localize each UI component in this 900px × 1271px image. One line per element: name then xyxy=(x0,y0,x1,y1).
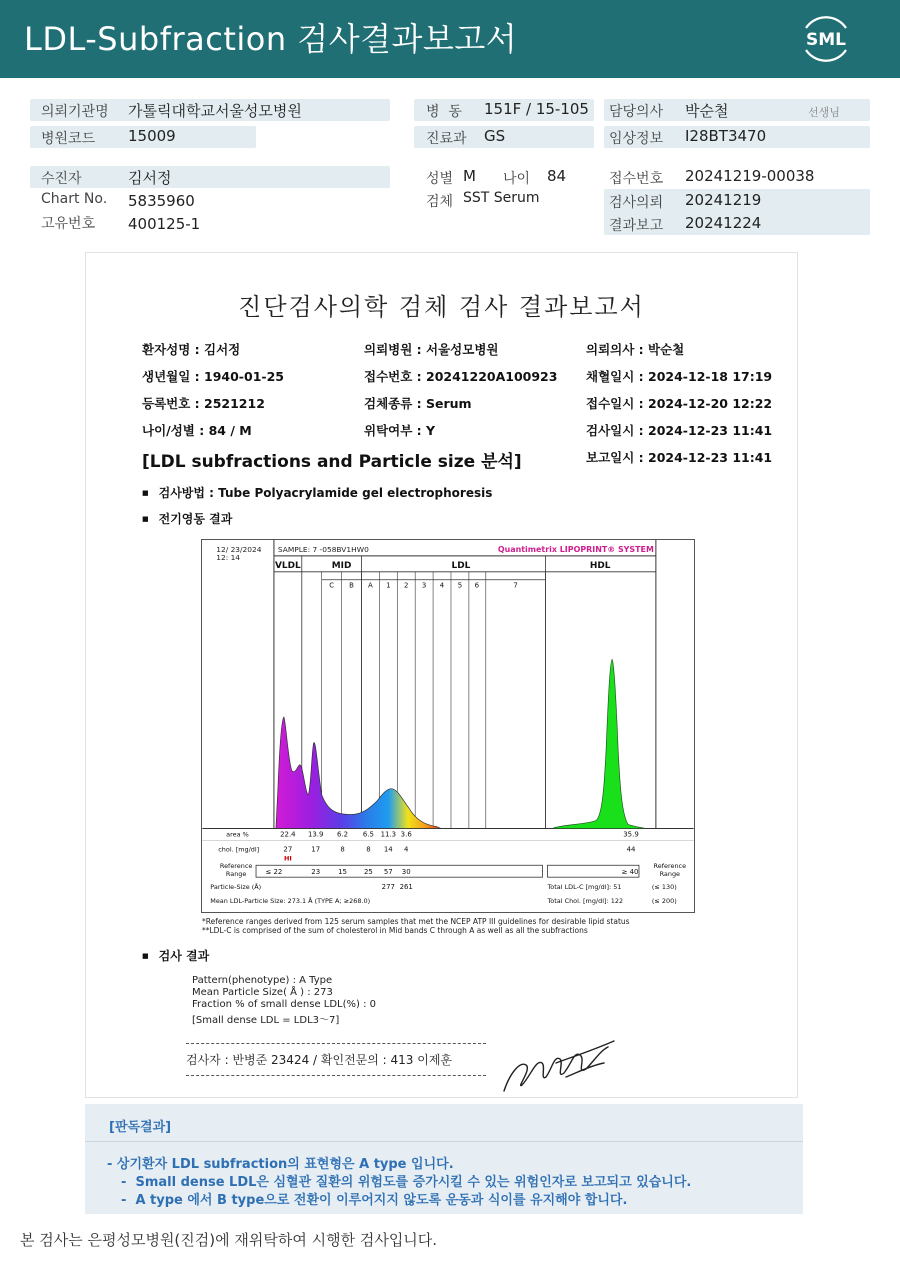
report-field xyxy=(364,340,498,358)
band-label-C: C xyxy=(329,581,335,590)
area-value-1: 11.3 xyxy=(380,830,397,839)
report-field xyxy=(364,394,472,412)
clinical-label: 임상정보 xyxy=(609,131,664,147)
page-title: LDL-Subfraction 검사결과보고서 xyxy=(24,20,518,58)
interpretation-line-3: - A type 에서 B type으로 전환이 이루어지지 않도록 운동과 식이를 유지해야 합니다. xyxy=(121,1193,628,1208)
result-line-2: Mean Particle Size( Å ) : 273 xyxy=(192,987,333,998)
ref-value-A: 25 xyxy=(363,868,373,877)
unique-no-label: 고유번호 xyxy=(41,216,96,232)
chart-marks xyxy=(210,545,686,905)
field-value: 2024-12-23 11:41 xyxy=(648,450,773,465)
report-field xyxy=(364,421,435,439)
age-label: 나이 xyxy=(503,171,531,187)
institution-label: 의뢰기관명 xyxy=(41,104,109,120)
chol-value-1: 14 xyxy=(383,845,393,854)
ref-row-label-right-2: Range xyxy=(659,870,681,879)
area-value-A: 6.5 xyxy=(362,830,374,839)
field-label: 검체종류 : xyxy=(364,396,427,411)
report-field xyxy=(586,367,772,385)
hospital-code-value: 15009 xyxy=(128,127,176,145)
result-line-1: Pattern(phenotype) : A Type xyxy=(192,975,333,986)
area-value-B: 6.2 xyxy=(337,830,349,839)
ref-row-label-1: Reference xyxy=(219,862,253,871)
interpretation-line-2: - Small dense LDL은 심혈관 질환의 위험도를 증가시킬 수 있는 위험인자로 보고되고 있습니다. xyxy=(121,1175,692,1190)
band-label-1: 1 xyxy=(386,581,391,590)
age-value: 84 xyxy=(547,167,567,185)
curve-hdl xyxy=(552,659,645,828)
area-value-HDL: 35.9 xyxy=(623,830,639,839)
ward-label: 병 동 xyxy=(426,104,462,120)
divider xyxy=(186,1043,486,1044)
field-label: 생년월일 : xyxy=(142,369,205,384)
field-label: 위탁여부 : xyxy=(364,423,427,438)
method-text: ■ 검사방법 : Tube Polyacrylamide gel electrophoresis xyxy=(142,484,492,501)
report-field xyxy=(364,367,557,385)
field-label: 등록번호 : xyxy=(142,396,205,411)
group-label-mid: MID xyxy=(331,560,352,571)
result-title: ■ 검사 결과 xyxy=(142,947,209,964)
chart-brand: Quantimetrix LIPOPRINT® SYSTEM xyxy=(497,544,654,554)
chart-timestamp-date: 12/ 23/2024 xyxy=(216,544,262,554)
band-label-5: 5 xyxy=(457,581,463,590)
band-label-4: 4 xyxy=(439,581,445,590)
chol-row-label: chol. [mg/dl] xyxy=(218,845,260,854)
chol-value-2: 4 xyxy=(404,845,409,854)
field-label: 접수일시 : xyxy=(586,396,649,411)
field-value: 1940-01-25 xyxy=(204,369,284,384)
sex-value: M xyxy=(463,167,476,185)
receipt-no-value: 20241219-00038 xyxy=(685,167,815,185)
request-value: 20241219 xyxy=(685,191,762,209)
field-label: 나이/성별 : xyxy=(142,423,209,438)
field-value: 박순철 xyxy=(648,342,685,357)
curve-vldl-mid-ldl xyxy=(276,717,441,828)
band-label-3: 3 xyxy=(421,581,427,590)
field-value: 84 / M xyxy=(208,423,252,438)
chart-no-value: 5835960 xyxy=(128,192,195,210)
doctor-suffix: 선생님 xyxy=(808,106,840,119)
chol-value-VLDL: 27 xyxy=(283,845,293,854)
field-value: 2521212 xyxy=(204,396,265,411)
ref-row-label-right-1: Reference xyxy=(653,862,687,871)
field-value: Y xyxy=(426,423,436,438)
request-label: 검사의뢰 xyxy=(609,195,664,211)
clinical-value: I28BT3470 xyxy=(685,127,767,145)
field-value: 2024-12-18 17:19 xyxy=(648,369,773,384)
mean-size-label: Mean LDL-Particle Size: 273.1 Å (TYPE A; ≥268.0) xyxy=(210,897,371,906)
report-date-value: 20241224 xyxy=(685,214,762,232)
section-title: [LDL subfractions and Particle size 분석] xyxy=(142,452,522,472)
group-label-vldl: VLDL xyxy=(274,560,301,571)
field-label: 의뢰병원 : xyxy=(364,342,427,357)
patient-value: 김서정 xyxy=(128,169,172,187)
chart-note-1: *Reference ranges derived from 125 serum samples that met the NCEP ATP III guidelines for desirable lipid status xyxy=(202,917,630,926)
chol-value-HDL: 44 xyxy=(626,845,636,854)
field-label: 환자성명 : xyxy=(142,342,205,357)
department-label: 진료과 xyxy=(426,131,467,147)
signature-line: 검사자 : 반병준 23424 / 확인전문의 : 413 이제훈 xyxy=(186,1053,453,1067)
chol-value-B: 8 xyxy=(340,845,345,854)
doctor-label: 담당의사 xyxy=(609,104,664,120)
ward-value: 151F / 15-105 xyxy=(484,100,589,118)
band-label-6: 6 xyxy=(474,581,480,590)
doctor-value: 박순철 xyxy=(685,102,729,120)
report-title: 진단검사의학 검체 검사 결과보고서 xyxy=(238,293,645,321)
particle-value-1: 277 xyxy=(381,883,395,892)
header-bar xyxy=(0,0,900,78)
ref-value-C: 23 xyxy=(311,868,321,877)
footer-note: 본 검사는 은평성모병원(진검)에 재위탁하여 시행한 검사입니다. xyxy=(20,1231,438,1249)
report-field xyxy=(142,367,284,385)
report-card xyxy=(85,252,798,1098)
sml-logo-icon xyxy=(796,12,856,64)
field-label: 의뢰의사 : xyxy=(586,342,649,357)
band-label-2: 2 xyxy=(404,581,409,590)
particle-value-2: 261 xyxy=(399,883,413,892)
band-label-7: 7 xyxy=(513,581,518,590)
info-bar xyxy=(30,166,390,188)
field-value: 20241220A100923 xyxy=(426,369,558,384)
field-value: 김서정 xyxy=(204,342,241,357)
result-line-3: Fraction % of small dense LDL(%) : 0 xyxy=(192,999,377,1010)
specimen-label: 검체 xyxy=(426,194,454,210)
interpretation-line-1: - 상기환자 LDL subfraction의 표현형은 A type 입니다. xyxy=(107,1157,454,1172)
ref-row-label-2: Range xyxy=(225,870,247,879)
interpretation-panel xyxy=(85,1104,803,1214)
report-field xyxy=(586,448,772,466)
chol-value-C: 17 xyxy=(311,845,321,854)
chol-flag: HI xyxy=(283,854,292,863)
field-label: 보고일시 : xyxy=(586,450,649,465)
area-value-2: 3.6 xyxy=(400,830,412,839)
field-value: 2024-12-23 11:41 xyxy=(648,423,773,438)
logo-text: SML xyxy=(806,30,846,50)
ref-value-1: 57 xyxy=(383,868,393,877)
department-value: GS xyxy=(484,127,506,145)
report-field xyxy=(586,394,772,412)
ref-box-ldl xyxy=(256,865,542,877)
result-line-4: [Small dense LDL = LDL3～7] xyxy=(192,1015,340,1026)
particle-row-label: Particle-Size (Å) xyxy=(210,883,262,892)
field-value: 2024-12-20 12:22 xyxy=(648,396,773,411)
hospital-code-label: 병원코드 xyxy=(41,131,96,147)
electrophoresis-title: ■ 전기영동 결과 xyxy=(142,510,232,527)
area-value-VLDL: 22.4 xyxy=(280,830,296,839)
chart-note-2: **LDL-C is comprised of the sum of cholesterol in Mid bands C through A as well as all the subfractions xyxy=(202,926,588,935)
chart-sample: SAMPLE: 7 -058BV1HW0 xyxy=(277,544,369,554)
chol-value-A: 8 xyxy=(366,845,371,854)
report-field xyxy=(142,421,252,439)
ref-value-HDL: ≥ 40 xyxy=(621,868,639,877)
chart-no-label: Chart No. xyxy=(41,191,108,207)
group-label-hdl: HDL xyxy=(589,560,611,571)
total-chol-ref: (≤ 200) xyxy=(651,897,677,906)
total-ldl-ref: (≤ 130) xyxy=(651,883,677,892)
ref-value-VLDL: ≤ 22 xyxy=(265,868,283,877)
field-label: 검사일시 : xyxy=(586,423,649,438)
unique-no-value: 400125-1 xyxy=(128,215,201,233)
area-row-label: area % xyxy=(226,830,249,839)
field-label: 채혈일시 : xyxy=(586,369,649,384)
report-field xyxy=(586,421,772,439)
chart-timestamp-time: 12: 14 xyxy=(216,552,241,562)
area-value-C: 13.9 xyxy=(307,830,324,839)
divider xyxy=(186,1075,486,1076)
band-label-B: B xyxy=(349,581,354,590)
interpretation-title: [판독결과] xyxy=(109,1120,172,1135)
ref-value-2: 30 xyxy=(401,868,411,877)
report-field xyxy=(586,340,684,358)
interpretation-header xyxy=(85,1104,803,1142)
specimen-value: SST Serum xyxy=(463,190,540,206)
total-chol-label: Total Chol. [mg/dl]: 122 xyxy=(547,897,624,906)
sex-label: 성별 xyxy=(426,171,454,187)
field-value: 서울성모병원 xyxy=(426,342,499,357)
patient-label: 수진자 xyxy=(41,171,82,187)
signature-image xyxy=(496,1033,626,1099)
total-ldl-label: Total LDL-C [mg/dl]: 51 xyxy=(547,883,622,892)
institution-value: 가톨릭대학교서울성모병원 xyxy=(128,102,302,120)
ref-value-B: 15 xyxy=(338,868,347,877)
field-value: Serum xyxy=(426,396,472,411)
report-field xyxy=(142,394,265,412)
band-label-A: A xyxy=(368,581,373,590)
receipt-no-label: 접수번호 xyxy=(609,171,664,187)
field-label: 접수번호 : xyxy=(364,369,427,384)
report-date-label: 결과보고 xyxy=(609,218,664,234)
lipoprint-chart xyxy=(201,539,695,913)
group-label-ldl: LDL xyxy=(451,560,471,571)
report-field xyxy=(142,340,240,358)
